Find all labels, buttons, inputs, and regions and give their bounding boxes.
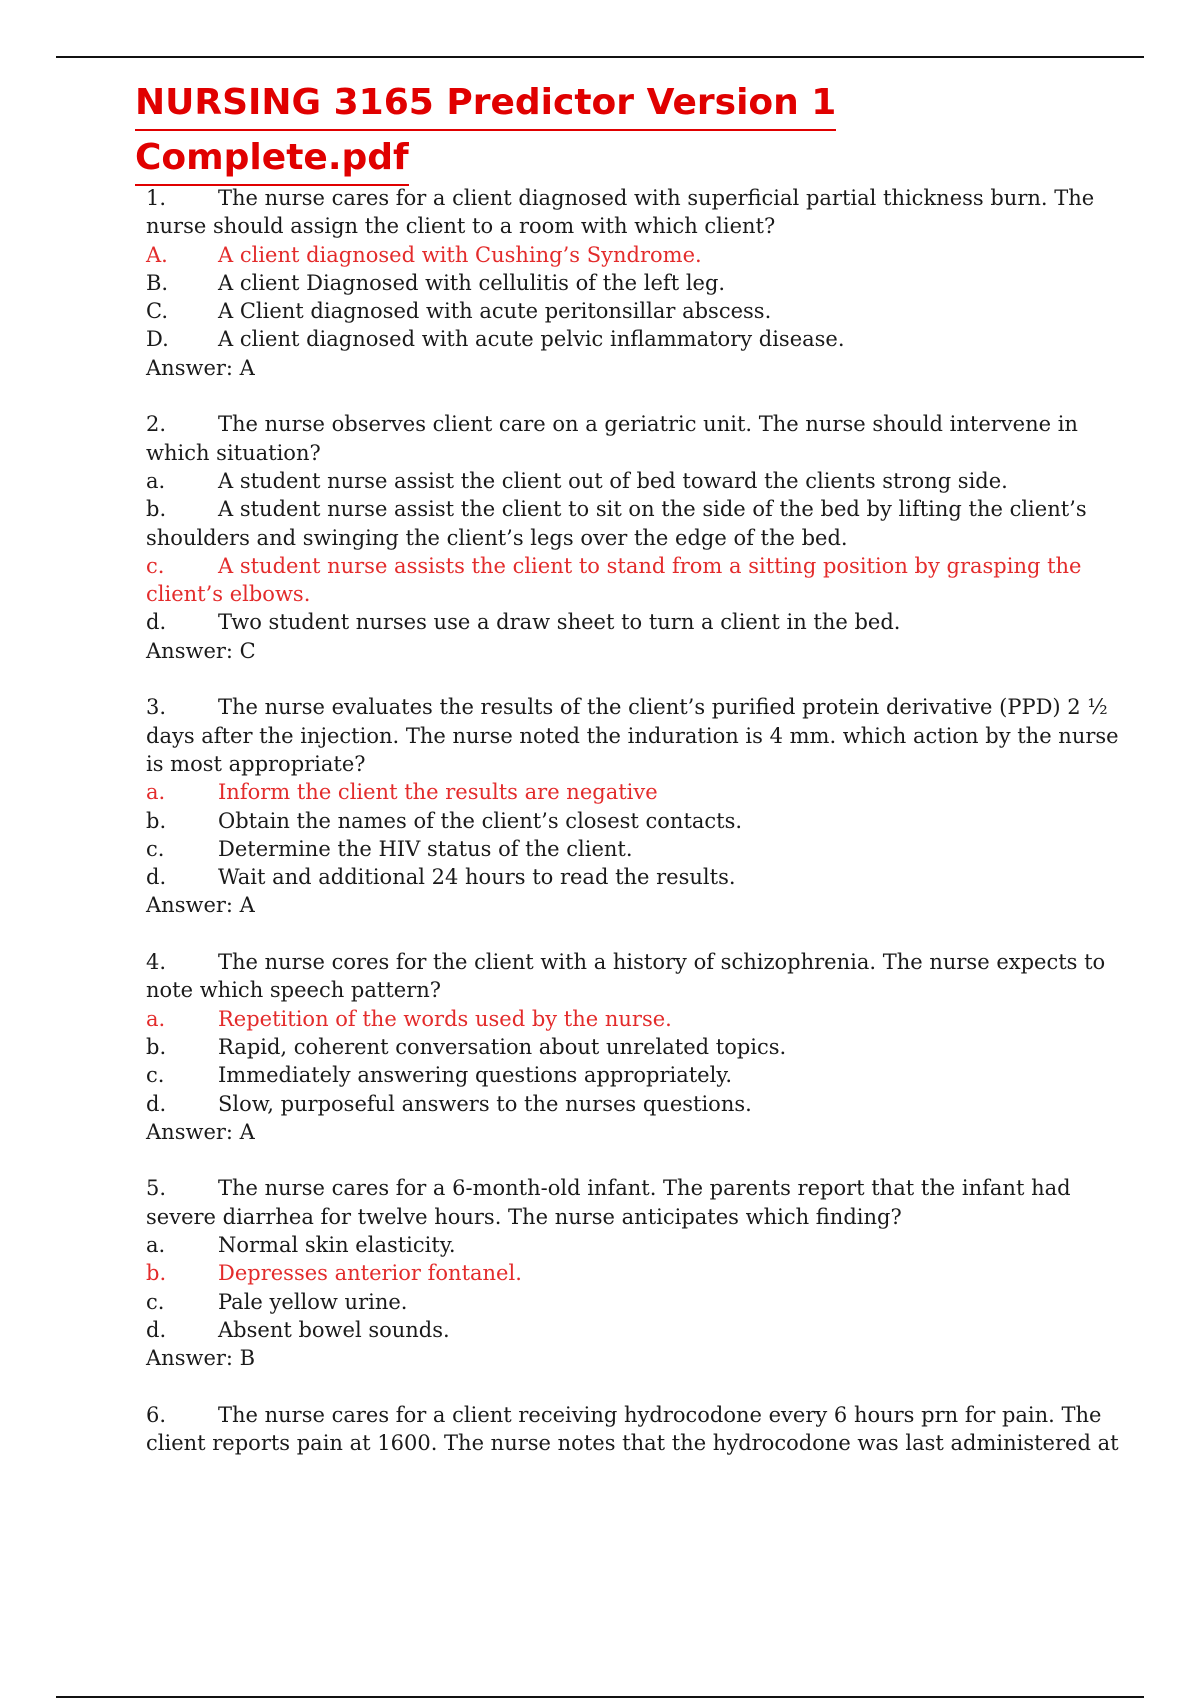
option-c-cont: client’s elbows. xyxy=(146,582,311,607)
question-stem: The nurse evaluates the results of the client’s purified protein derivative (PPD) 2 ½ xyxy=(218,695,1108,720)
option-a-correct: a. Inform the client the results are negative xyxy=(146,780,658,805)
question-4 xyxy=(146,948,1106,1146)
question-3 xyxy=(146,693,1119,919)
question-1 xyxy=(146,184,1095,382)
question-stem: The nurse cares for a client receiving hydrocodone every 6 hours prn for pain. The xyxy=(218,1402,1102,1427)
question-2 xyxy=(146,410,1091,665)
option-a: a. Normal skin elasticity. xyxy=(146,1232,456,1257)
option-d: d. Absent bowel sounds. xyxy=(146,1317,450,1342)
question-number: 3. xyxy=(146,695,167,720)
answer-line: Answer: A xyxy=(146,355,255,380)
option-c: c. Immediately answering questions appropriately. xyxy=(146,1063,733,1088)
option-d: d. Two student nurses use a draw sheet to turn a client in the bed. xyxy=(146,610,901,635)
option-b: b. A student nurse assist the client to sit on the side of the bed by lifting the client’s xyxy=(146,497,1087,522)
option-d: D. A client diagnosed with acute pelvic inflammatory disease. xyxy=(146,327,845,352)
question-stem: The nurse observes client care on a geriatric unit. The nurse should intervene in xyxy=(218,412,1078,437)
answer-line: Answer: A xyxy=(146,893,255,918)
title-line-2: Complete.pdf xyxy=(135,131,409,186)
title-line-1: NURSING 3165 Predictor Version 1 xyxy=(135,76,836,131)
option-c: c. Pale yellow urine. xyxy=(146,1289,408,1314)
question-number: 5. xyxy=(146,1176,167,1201)
document-title xyxy=(135,76,836,186)
question-number: 1. xyxy=(146,186,167,210)
top-rule xyxy=(56,56,1144,58)
option-b-correct: b. Depresses anterior fontanel. xyxy=(146,1261,522,1286)
option-d: d. Slow, purposeful answers to the nurses questions. xyxy=(146,1091,752,1116)
question-number: 4. xyxy=(146,950,167,975)
option-b-cont: shoulders and swinging the client’s legs over the edge of the bed. xyxy=(146,525,848,550)
answer-line: Answer: B xyxy=(146,1346,256,1371)
option-b: b. Obtain the names of the client’s closest contacts. xyxy=(146,808,743,833)
option-c-correct: c. A student nurse assists the client to stand from a sitting position by grasping the xyxy=(146,553,1082,578)
question-stem-cont: days after the injection. The nurse noted the induration is 4 mm. which action by the nurse xyxy=(146,723,1119,748)
option-c: c. Determine the HIV status of the client. xyxy=(146,836,633,861)
question-stem-cont: client reports pain at 1600. The nurse notes that the hydrocodone was last administered at xyxy=(146,1431,1119,1456)
option-a: a. A student nurse assist the client out of bed toward the clients strong side. xyxy=(146,468,1008,493)
question-stem-cont-2: is most appropriate? xyxy=(146,751,366,776)
question-stem-cont: nurse should assign the client to a room with which client? xyxy=(146,214,776,239)
option-a-correct: A. A client diagnosed with Cushing’s Syndrome. xyxy=(146,242,702,267)
option-b: B. A client Diagnosed with cellulitis of the left leg. xyxy=(146,270,726,295)
question-stem: The nurse cores for the client with a history of schizophrenia. The nurse expects to xyxy=(218,950,1106,975)
question-number: 6. xyxy=(146,1402,167,1427)
question-stem: The nurse cares for a 6-month-old infant. The parents report that the infant had xyxy=(218,1176,1071,1201)
question-number: 2. xyxy=(146,412,167,437)
answer-line: Answer: A xyxy=(146,1119,255,1144)
question-stem: The nurse cares for a client diagnosed with superficial partial thickness burn. The xyxy=(218,186,1095,210)
bottom-rule xyxy=(56,1696,1144,1698)
option-d: d. Wait and additional 24 hours to read the results. xyxy=(146,865,736,890)
question-list xyxy=(146,184,1119,1486)
question-6 xyxy=(146,1401,1119,1458)
question-stem-cont: severe diarrhea for twelve hours. The nurse anticipates which finding? xyxy=(146,1204,902,1229)
option-b: b. Rapid, coherent conversation about unrelated topics. xyxy=(146,1034,787,1059)
question-5 xyxy=(146,1174,1091,1372)
question-stem-cont: which situation? xyxy=(146,440,321,465)
option-a-correct: a. Repetition of the words used by the nurse. xyxy=(146,1006,672,1031)
question-stem-cont: note which speech pattern? xyxy=(146,978,442,1003)
option-c: C. A Client diagnosed with acute peritonsillar abscess. xyxy=(146,299,772,324)
answer-line: Answer: C xyxy=(146,638,256,663)
